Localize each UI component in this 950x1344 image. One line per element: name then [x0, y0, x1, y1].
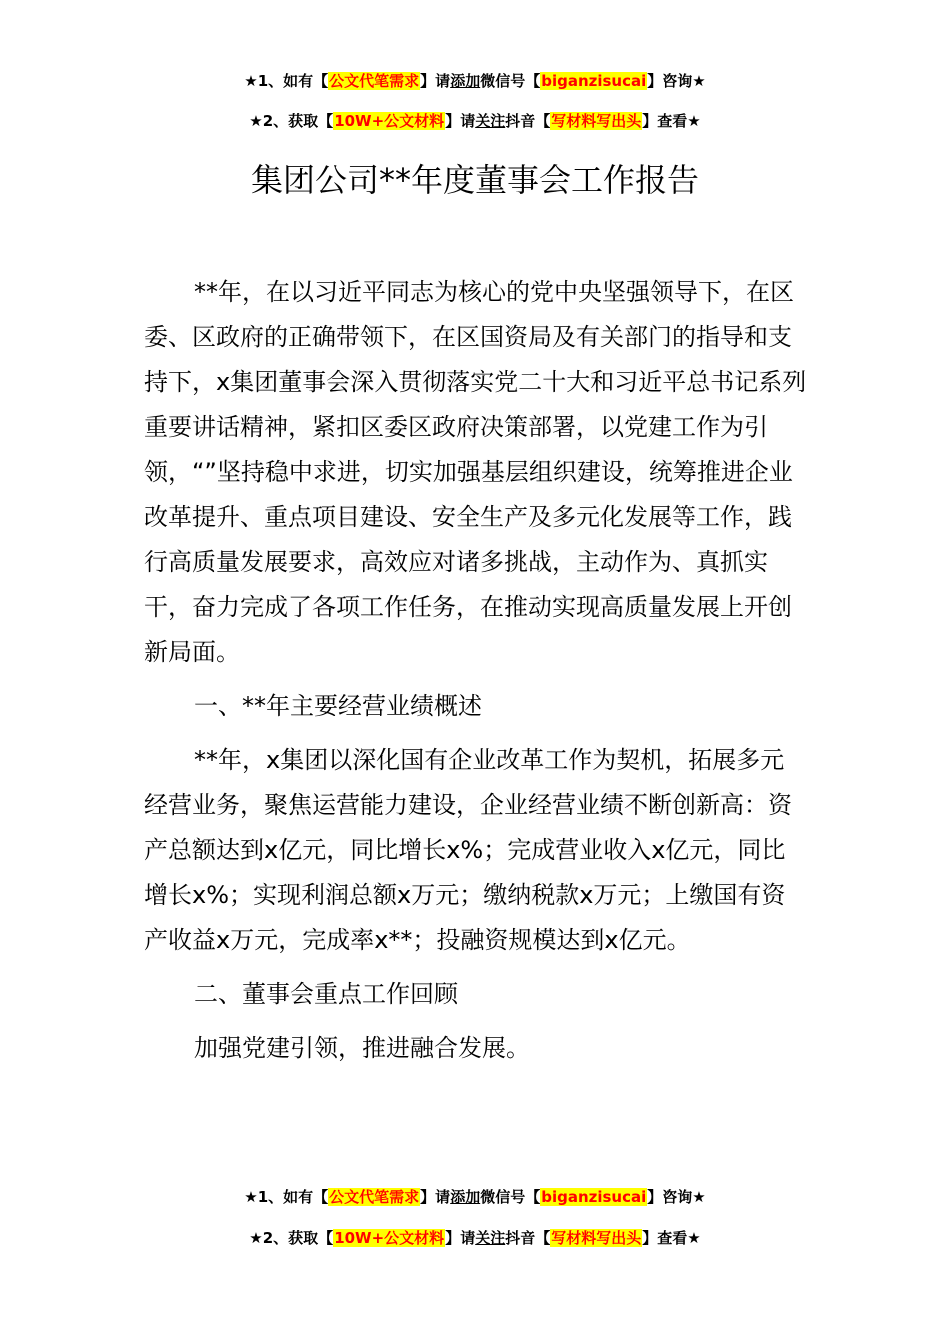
banner-text: ★1、如有【: [244, 72, 329, 90]
banner-text: ★2、获取【: [249, 112, 334, 130]
paragraph-performance: **年，x集团以深化国有企业改革工作为契机，拓展多元经营业务，聚焦运营能力建设，企业经营业绩不断创新高：资产总额达到x亿元，同比增长x%；完成营业收入x亿元，同比增长x%；实现利润总额x万元；缴纳税款x万元；上缴国有资产收益x万元，完成率x**；投融资规模达到x亿元。: [144, 746, 792, 954]
banner-highlight: biganzisucai: [541, 72, 647, 90]
document-body: [144, 270, 808, 1080]
banner-underline: 添加: [450, 72, 481, 90]
paragraph-party-building: 加强党建引领，推进融合发展。: [194, 1034, 530, 1062]
banner-underline: 添加: [450, 1188, 481, 1206]
banner-text: 】请: [420, 1188, 451, 1206]
banner-text: 抖音【: [505, 112, 551, 130]
banner-text: ★2、获取【: [249, 1229, 334, 1247]
banner-text: ★1、如有【: [244, 1188, 329, 1206]
bottom-banner-line-1: [0, 1186, 950, 1208]
banner-highlight: 10W+公文材料: [334, 112, 445, 130]
banner-highlight: 写材料写出头: [551, 112, 642, 130]
banner-text: 微信号【: [480, 1188, 541, 1206]
banner-highlight: biganzisucai: [541, 1188, 647, 1206]
banner-text: 】请: [420, 72, 451, 90]
banner-text: 微信号【: [480, 72, 541, 90]
banner-text: 】请: [445, 1229, 476, 1247]
banner-highlight: 公文代笔需求: [329, 1188, 420, 1206]
banner-text: 】咨询★: [647, 1188, 706, 1206]
banner-text: 】请: [445, 112, 476, 130]
banner-highlight: 公文代笔需求: [329, 72, 420, 90]
banner-text: 】查看★: [642, 1229, 701, 1247]
banner-underline: 关注: [475, 1229, 506, 1247]
banner-text: 抖音【: [505, 1229, 551, 1247]
top-banner-line-2: [0, 110, 950, 132]
section-heading-1: 一、**年主要经营业绩概述: [194, 692, 482, 720]
bottom-banner-line-2: [0, 1227, 950, 1249]
paragraph-intro: **年，在以习近平同志为核心的党中央坚强领导下，在区委、区政府的正确带领下，在区国资局及有关部门的指导和支持下，x集团董事会深入贯彻落实党二十大和习近平总书记系列重要讲话精神，紧扣区委区政府决策部署，以党建工作为引领，“”坚持稳中求进，切实加强基层组织建设，统筹推进企业改革提升、重点项目建设、安全生产及多元化发展等工作，践行高质量发展要求，高效应对诸多挑战，主动作为、真抓实干，奋力完成了各项工作任务，在推动实现高质量发展上开创新局面。: [144, 278, 807, 666]
section-heading-2: 二、董事会重点工作回顾: [194, 980, 458, 1008]
banner-text: 】查看★: [642, 112, 701, 130]
banner-text: 】咨询★: [647, 72, 706, 90]
banner-highlight: 10W+公文材料: [334, 1229, 445, 1247]
banner-highlight: 写材料写出头: [551, 1229, 642, 1247]
top-banner-line-1: [0, 70, 950, 92]
banner-underline: 关注: [475, 112, 506, 130]
document-title: 集团公司**年度董事会工作报告: [250, 161, 699, 199]
